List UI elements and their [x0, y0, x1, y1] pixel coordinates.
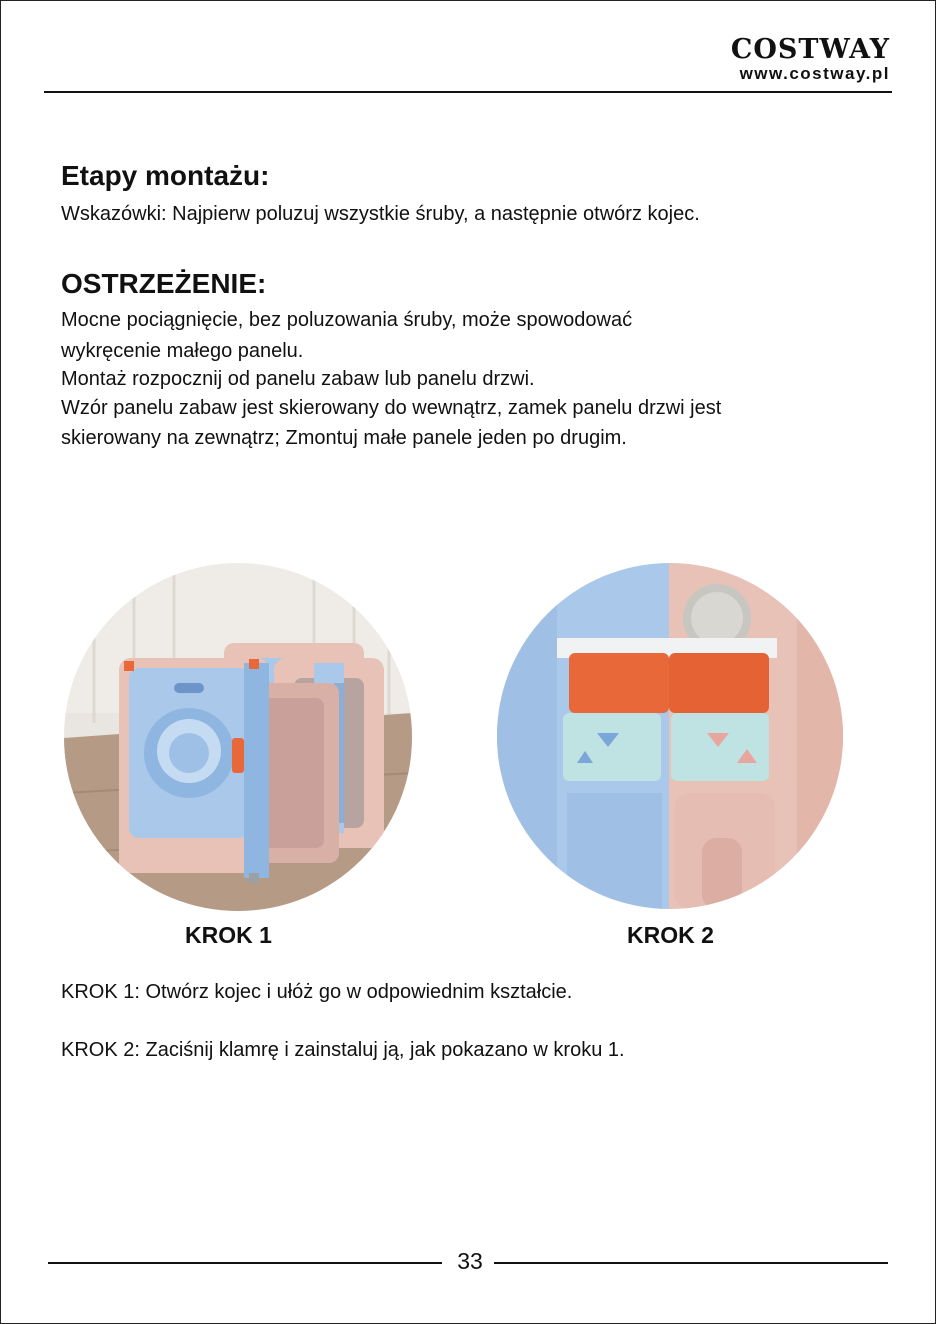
page-number: 33 — [457, 1248, 483, 1274]
warning-line: Mocne pociągnięcie, bez poluzowania śruby, może spowodować — [61, 309, 633, 331]
step1-description: KROK 1: Otwórz kojec i ułóż go w odpowiednim kształcie. — [61, 981, 573, 1003]
header-divider — [44, 91, 892, 93]
warning-line: skierowany na zewnątrz; Zmontuj małe panele jeden po drugim. — [61, 427, 627, 449]
warning-line: Montaż rozpocznij od panelu zabaw lub panelu drzwi. — [61, 368, 535, 390]
assembly-tip: Wskazówki: Najpierw poluzuj wszystkie śruby, a następnie otwórz kojec. — [61, 203, 700, 225]
footer-rule-right — [494, 1262, 888, 1264]
step2-description: KROK 2: Zaciśnij klamrę i zainstaluj ją, jak pokazano w kroku 1. — [61, 1039, 625, 1061]
warning-heading: OSTRZEŻENIE: — [61, 268, 267, 299]
step1-caption: KROK 1 — [185, 922, 272, 948]
brand-name: COSTWAY — [730, 34, 890, 65]
assembly-heading: Etapy montażu: — [61, 160, 270, 191]
step2-caption: KROK 2 — [627, 922, 714, 948]
warning-line: wykręcenie małego panelu. — [61, 340, 304, 362]
footer-rule-left — [48, 1262, 442, 1264]
step1-photo — [64, 563, 412, 911]
step2-photo — [497, 563, 843, 909]
warning-line: Wzór panelu zabaw jest skierowany do wewnątrz, zamek panelu drzwi jest — [61, 397, 722, 419]
brand-logo — [731, 36, 890, 84]
playpen-folded-panels-photo — [64, 563, 412, 911]
buckle-clasp-closeup-photo — [497, 563, 843, 909]
brand-url: www.costway.pl — [739, 64, 890, 83]
